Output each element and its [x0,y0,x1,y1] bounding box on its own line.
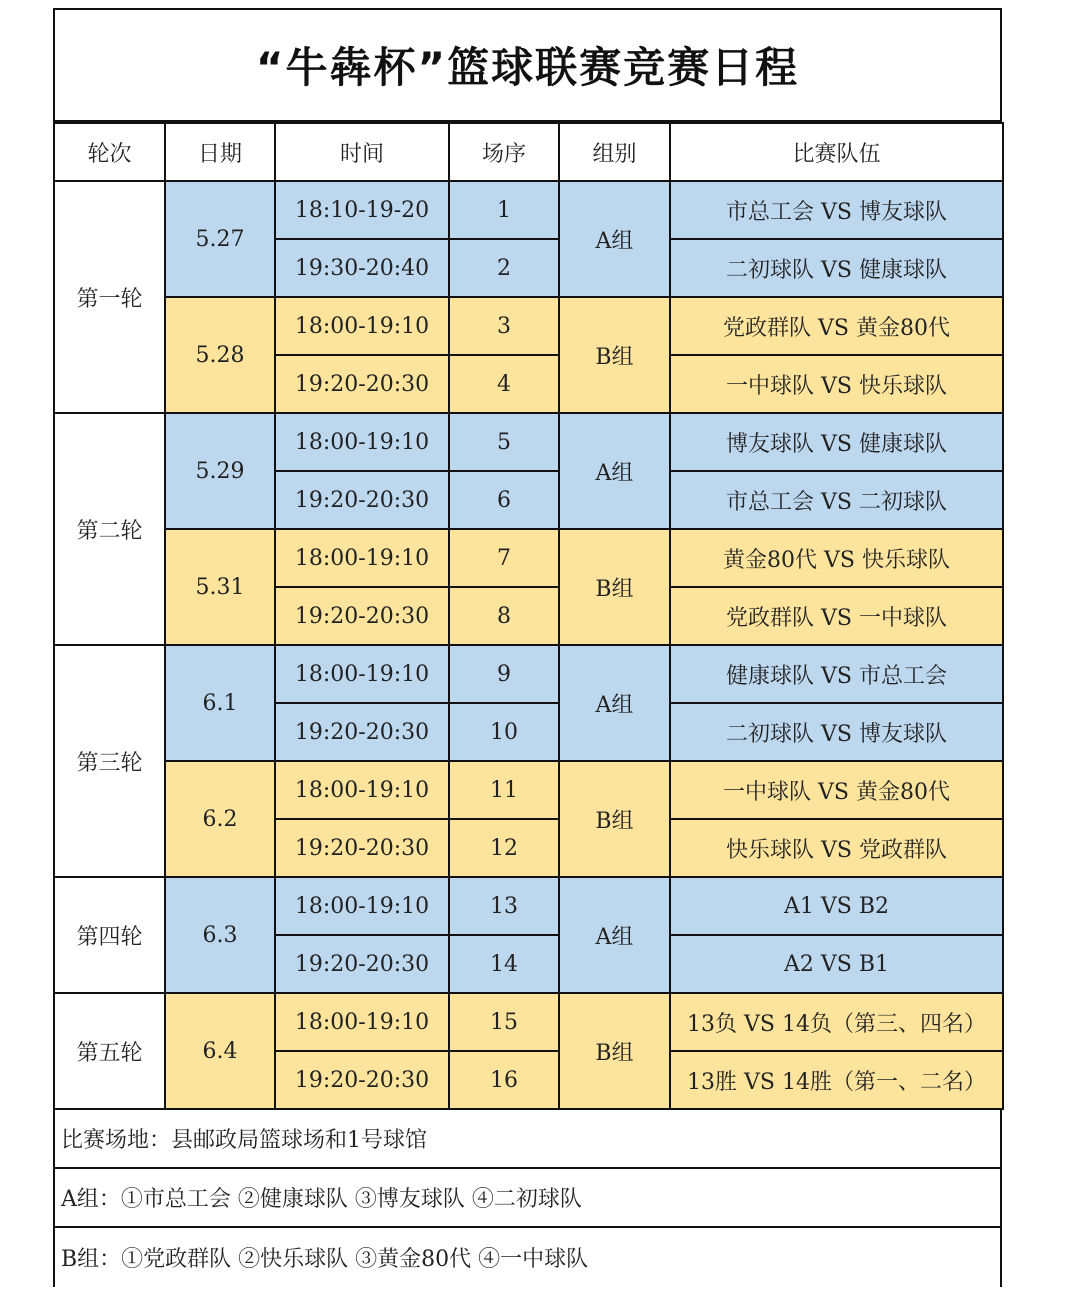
time-cell: 19:20-20:30 [275,471,449,529]
teams-cell: 黄金80代 VS 快乐球队 [670,529,1003,587]
game-no-cell: 10 [449,703,559,761]
schedule-sheet [53,8,1002,1287]
header-group: 组别 [559,123,670,181]
page-title: “牛犇杯”篮球联赛竞赛日程 [55,10,1000,122]
teams-cell: A1 VS B2 [670,877,1003,935]
group-cell: B组 [559,297,670,413]
teams-cell: A2 VS B1 [670,935,1003,993]
time-cell: 19:20-20:30 [275,587,449,645]
game-no-cell: 6 [449,471,559,529]
teams-cell: 市总工会 VS 二初球队 [670,471,1003,529]
teams-cell: 党政群队 VS 黄金80代 [670,297,1003,355]
table-row [54,529,1003,587]
game-no-cell: 16 [449,1051,559,1109]
round-cell: 第四轮 [54,877,165,993]
group-cell: A组 [559,181,670,297]
date-cell: 6.4 [165,993,275,1109]
group-cell: A组 [559,877,670,993]
table-row [54,645,1003,703]
game-no-cell: 7 [449,529,559,587]
time-cell: 18:00-19:10 [275,877,449,935]
date-cell: 5.27 [165,181,275,297]
header-round: 轮次 [54,123,165,181]
header-row [54,123,1003,181]
game-no-cell: 4 [449,355,559,413]
group-cell: B组 [559,761,670,877]
header-time: 时间 [275,123,449,181]
time-cell: 18:00-19:10 [275,297,449,355]
time-cell: 18:00-19:10 [275,529,449,587]
time-cell: 19:20-20:30 [275,935,449,993]
time-cell: 18:00-19:10 [275,413,449,471]
round-cell: 第五轮 [54,993,165,1109]
teams-cell: 13胜 VS 14胜（第一、二名） [670,1051,1003,1109]
time-cell: 18:00-19:10 [275,645,449,703]
game-no-cell: 2 [449,239,559,297]
teams-cell: 一中球队 VS 黄金80代 [670,761,1003,819]
group-cell: A组 [559,645,670,761]
group-cell: B组 [559,993,670,1109]
date-cell: 5.31 [165,529,275,645]
teams-cell: 一中球队 VS 快乐球队 [670,355,1003,413]
time-cell: 19:20-20:30 [275,1051,449,1109]
game-no-cell: 1 [449,181,559,239]
game-no-cell: 15 [449,993,559,1051]
teams-cell: 二初球队 VS 博友球队 [670,703,1003,761]
game-no-cell: 12 [449,819,559,877]
venue-note: 比赛场地：县邮政局篮球场和1号球馆 [53,1108,1002,1169]
game-no-cell: 11 [449,761,559,819]
schedule-table [53,122,1004,1110]
round-cell: 第一轮 [54,181,165,413]
table-row [54,761,1003,819]
teams-cell: 13负 VS 14负（第三、四名） [670,993,1003,1051]
teams-cell: 党政群队 VS 一中球队 [670,587,1003,645]
header-date: 日期 [165,123,275,181]
group-b-note: B组：①党政群队 ②快乐球队 ③黄金80代 ④一中球队 [53,1226,1002,1287]
time-cell: 19:30-20:40 [275,239,449,297]
group-a-note: A组：①市总工会 ②健康球队 ③博友球队 ④二初球队 [53,1167,1002,1228]
table-row [54,181,1003,239]
teams-cell: 博友球队 VS 健康球队 [670,413,1003,471]
time-cell: 19:20-20:30 [275,819,449,877]
date-cell: 5.28 [165,297,275,413]
game-no-cell: 13 [449,877,559,935]
header-game-no: 场序 [449,123,559,181]
game-no-cell: 9 [449,645,559,703]
teams-cell: 健康球队 VS 市总工会 [670,645,1003,703]
game-no-cell: 14 [449,935,559,993]
game-no-cell: 3 [449,297,559,355]
game-no-cell: 5 [449,413,559,471]
date-cell: 6.1 [165,645,275,761]
time-cell: 19:20-20:30 [275,355,449,413]
group-cell: A组 [559,413,670,529]
time-cell: 19:20-20:30 [275,703,449,761]
teams-cell: 快乐球队 VS 党政群队 [670,819,1003,877]
teams-cell: 二初球队 VS 健康球队 [670,239,1003,297]
game-no-cell: 8 [449,587,559,645]
teams-cell: 市总工会 VS 博友球队 [670,181,1003,239]
table-row [54,877,1003,935]
header-teams: 比赛队伍 [670,123,1003,181]
date-cell: 5.29 [165,413,275,529]
time-cell: 18:10-19-20 [275,181,449,239]
group-cell: B组 [559,529,670,645]
date-cell: 6.3 [165,877,275,993]
table-row [54,413,1003,471]
time-cell: 18:00-19:10 [275,993,449,1051]
round-cell: 第二轮 [54,413,165,645]
table-row [54,993,1003,1051]
table-row [54,297,1003,355]
time-cell: 18:00-19:10 [275,761,449,819]
round-cell: 第三轮 [54,645,165,877]
date-cell: 6.2 [165,761,275,877]
